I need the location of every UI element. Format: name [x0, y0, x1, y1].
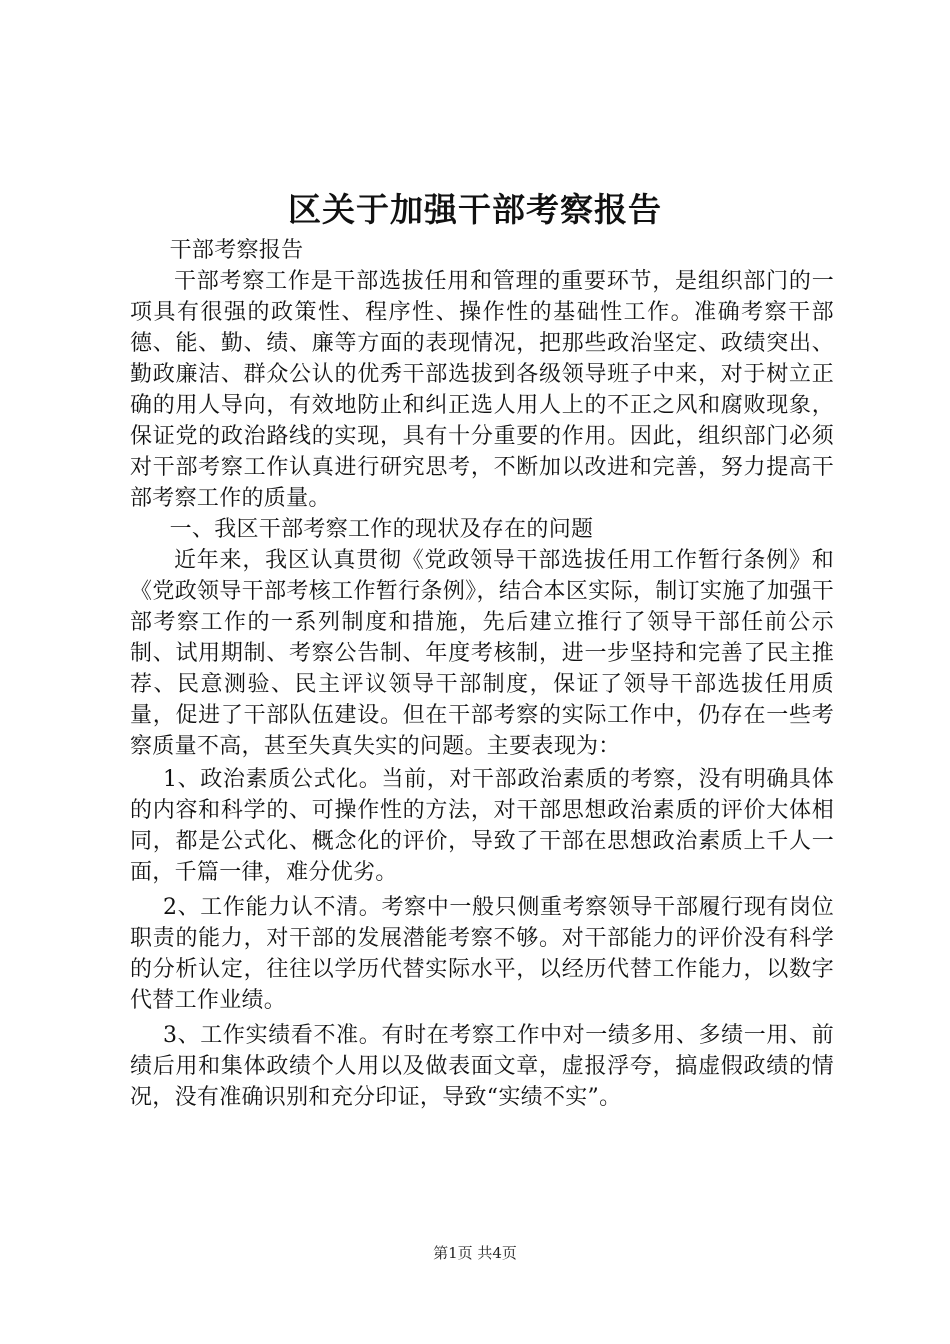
- document-title: 区关于加强干部考察报告: [288, 190, 662, 229]
- list-item-work-ability: 2、工作能力认不清。考察中一般只侧重考察领导干部履行现有岗位职责的能力，对干部的发展潜能考察不够。对干部能力的评价没有科学的分析认定，往往以学历代替实际水平，以经历代替工作能力，以数字代替工作业绩。: [130, 895, 834, 1013]
- document-body: [130, 235, 834, 1117]
- paragraph-subtitle: 干部考察报告: [169, 238, 304, 263]
- page-footer: 第1页 共4页: [433, 1244, 517, 1262]
- paragraph-current-status: 近年来，我区认真贯彻《党政领导干部选拔任用工作暂行条例》和《党政领导干部考核工作暂行条例》，结合本区实际，制订实施了加强干部考察工作的一系列制度和措施，先后建立推行了领导干部任前公示制、试用期制、考察公告制、年度考核制，进一步坚持和完善了民主推荐、民意测验、民主评议领导干部制度，保证了领导干部选拔任用质量，促进了干部队伍建设。但在干部考察的实际工作中，仍存在一些考察质量不高，甚至失真失实的问题。主要表现为：: [130, 548, 834, 759]
- list-item-work-performance: 3、工作实绩看不准。有时在考察工作中对一绩多用、多绩一用、前绩后用和集体政绩个人用以及做表面文章，虚报浮夸，搞虚假政绩的情况，没有准确识别和充分印证，导致“实绩不实”。: [130, 1023, 834, 1110]
- section-heading-1: 一、我区干部考察工作的现状及存在的问题: [169, 517, 594, 542]
- paragraph-intro: 干部考察工作是干部选拔任用和管理的重要环节，是组织部门的一项具有很强的政策性、程序性、操作性的基础性工作。准确考察干部德、能、勤、绩、廉等方面的表现情况，把那些政治坚定、政绩突出、勤政廉洁、群众公认的优秀干部选拔到各级领导班子中来，对于树立正确的用人导向，有效地防止和纠正选人用人上的不正之风和腐败现象，保证党的政治路线的实现，具有十分重要的作用。因此，组织部门必须对干部考察工作认真进行研究思考，不断加以改进和完善，努力提高干部考察工作的质量。: [130, 269, 834, 511]
- list-item-political-quality: 1、政治素质公式化。当前，对干部政治素质的考察，没有明确具体的内容和科学的、可操作性的方法，对干部思想政治素质的评价大体相同，都是公式化、概念化的评价，导致了干部在思想政治素质上千人一面，千篇一律，难分优劣。: [130, 767, 834, 885]
